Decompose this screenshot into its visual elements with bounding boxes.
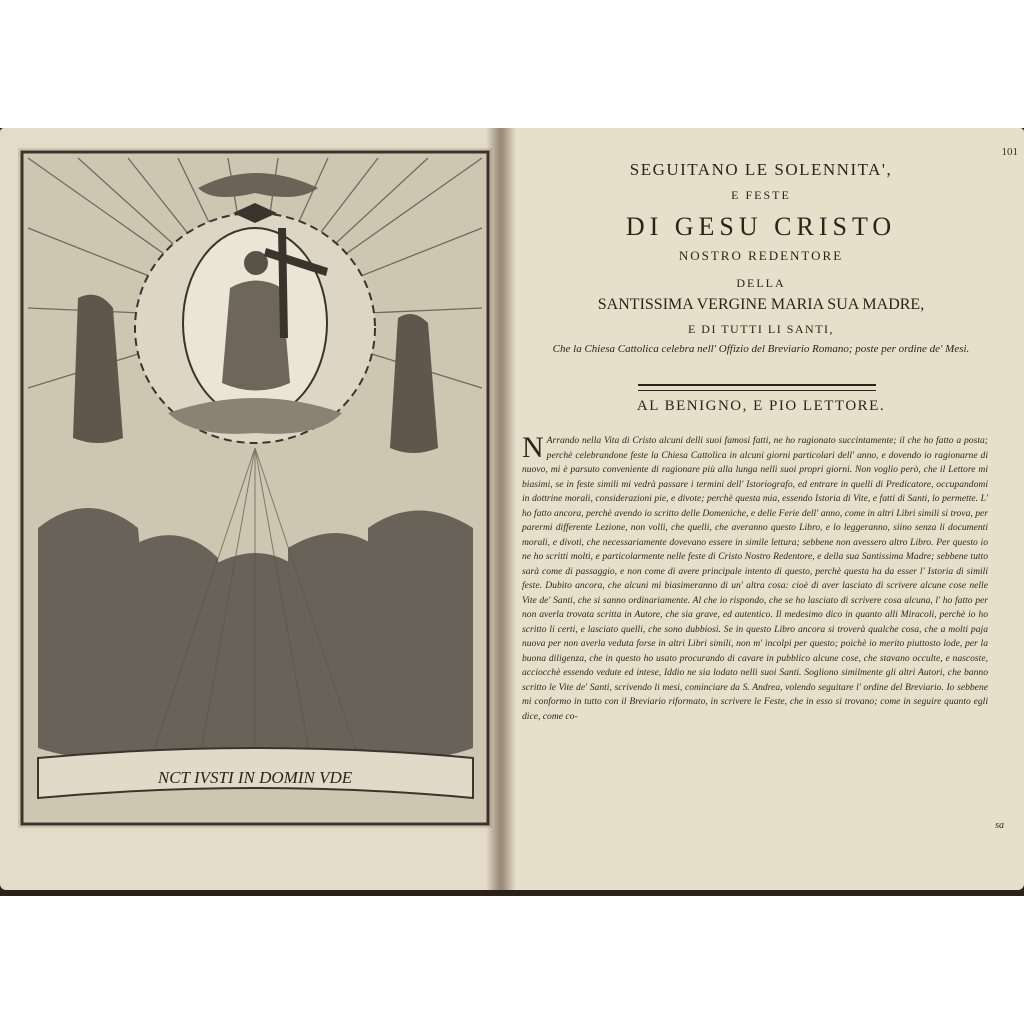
woodcut-banner-text: NCT IVSTI IN DOMIN VDE xyxy=(157,768,353,787)
heading-line-5: DELLA xyxy=(736,276,786,290)
catchword: sa xyxy=(995,820,1004,831)
right-page xyxy=(498,128,1024,890)
heading-line-7: E DI TUTTI LI SANTI, xyxy=(687,322,835,336)
left-page xyxy=(0,128,508,890)
divider-rule xyxy=(638,384,876,391)
section-title: AL BENIGNO, E PIO LETTORE. xyxy=(636,398,886,414)
heading-line-2: E FESTE xyxy=(731,188,791,202)
heading-line-6: SANTISSIMA VERGINE MARIA SUA MADRE, xyxy=(597,296,925,313)
body-text: Arrando nella Vita di Cristo alcuni delli suoi famosi fatti, ne ho ragionato succintamente; il che ho fatto a posta; perchè celebrandone feste la Chiesa Cattolica in alcuni giorni particolari dell' anno, e dovendo io ragionarne di nuovo, mi è parsuto conveniente di ragionare più alla lunga nelli suoi propri giorni. Non voglio però, che il Lettore mi biasimi, se in feste simili mi vedrà passare i termini dell' Istoriografo, ed entrare in quelli di Predicatore, occupandomi in dottrine morali, considerazioni pie, e divote; perchè questa mia, essendo Istoria di Vite, e fatti di Santi, lo permette. L' ho fatto ancora, perchè avendo io scritto delle Domeniche, e delle Ferie dell' anno, come in altri Libri simili si trova, per parermi differente Lezione, non volli, che quelli, che averanno questo Libro, e lo leggeranno, siino senza li documenti morali, e divoti, che necessariamente dovevano essere in simile lettura; sebbene non avessero altro Libro. Per questo io ne ho scritti molti, e particolarmente nelle feste di Cristo Nostro Redentore, e della sua Santissima Madre; sebbene tutto sarà come di passaggio, e non come di avere principale intento di questo, perchè questa ha da esser l' Istoria di simili feste. Dubito ancora, che alcuni mi biasimeranno di un' altra cosa: cioè di aver lasciato di scrivere alcune cose nelle Vite de' Santi, che si sanno ordinariamente. Al che io rispondo, che se ho lasciato di scrivere cosa alcuna, l' ho fatto per non averla trovata scritta in Autore, che sia grave, ed autentico. Il medesimo dico in quanto alli Miracoli, perchè io ho scritto li certi, e lasciato quelli, che sono dubbiosi. Se in questo Libro ancora si troverà qualche cosa, che a molti paja nuova per non averla veduta forse in altri Libri simili, non m' incolpi per questo; poichè io merito piuttosto lode, per la buona diligenza, che in questo ho usato procurando di cavare in pubblico alcune cose, che stavano occulte, e nascoste, acciocchè essendo vedute ed intese, Iddio ne sia lodato nelli suoi Santi. Sogliono similmente gli altri Autori, che banno scritto le Vite de' Santi, scrivendo li mesi, cominciare da S. Andrea, volendo seguitare l' ordine del Breviario. Io sebbene mi conformo in tutto con il Breviario riformato, in scrivere le Feste, che in esso si trovano; come in seguire quanto egli dice, come co- xyxy=(522,435,988,722)
body-paragraph xyxy=(522,431,988,724)
heading-line-1: SEGUITANO LE SOLENNITA', xyxy=(629,160,893,179)
heading-title: DI GESU CRISTO xyxy=(625,212,897,241)
drop-cap: N xyxy=(522,431,544,464)
open-book xyxy=(0,128,1024,896)
page-number: 101 xyxy=(1001,146,1018,158)
subtitle: Che la Chiesa Cattolica celebra nell' Offizio del Breviario Romano; poste per ordine de' Mesi. xyxy=(552,343,970,355)
woodcut-illustration xyxy=(18,148,492,828)
heading-line-4: NOSTRO REDENTORE xyxy=(678,248,844,263)
book-gutter xyxy=(486,128,516,890)
